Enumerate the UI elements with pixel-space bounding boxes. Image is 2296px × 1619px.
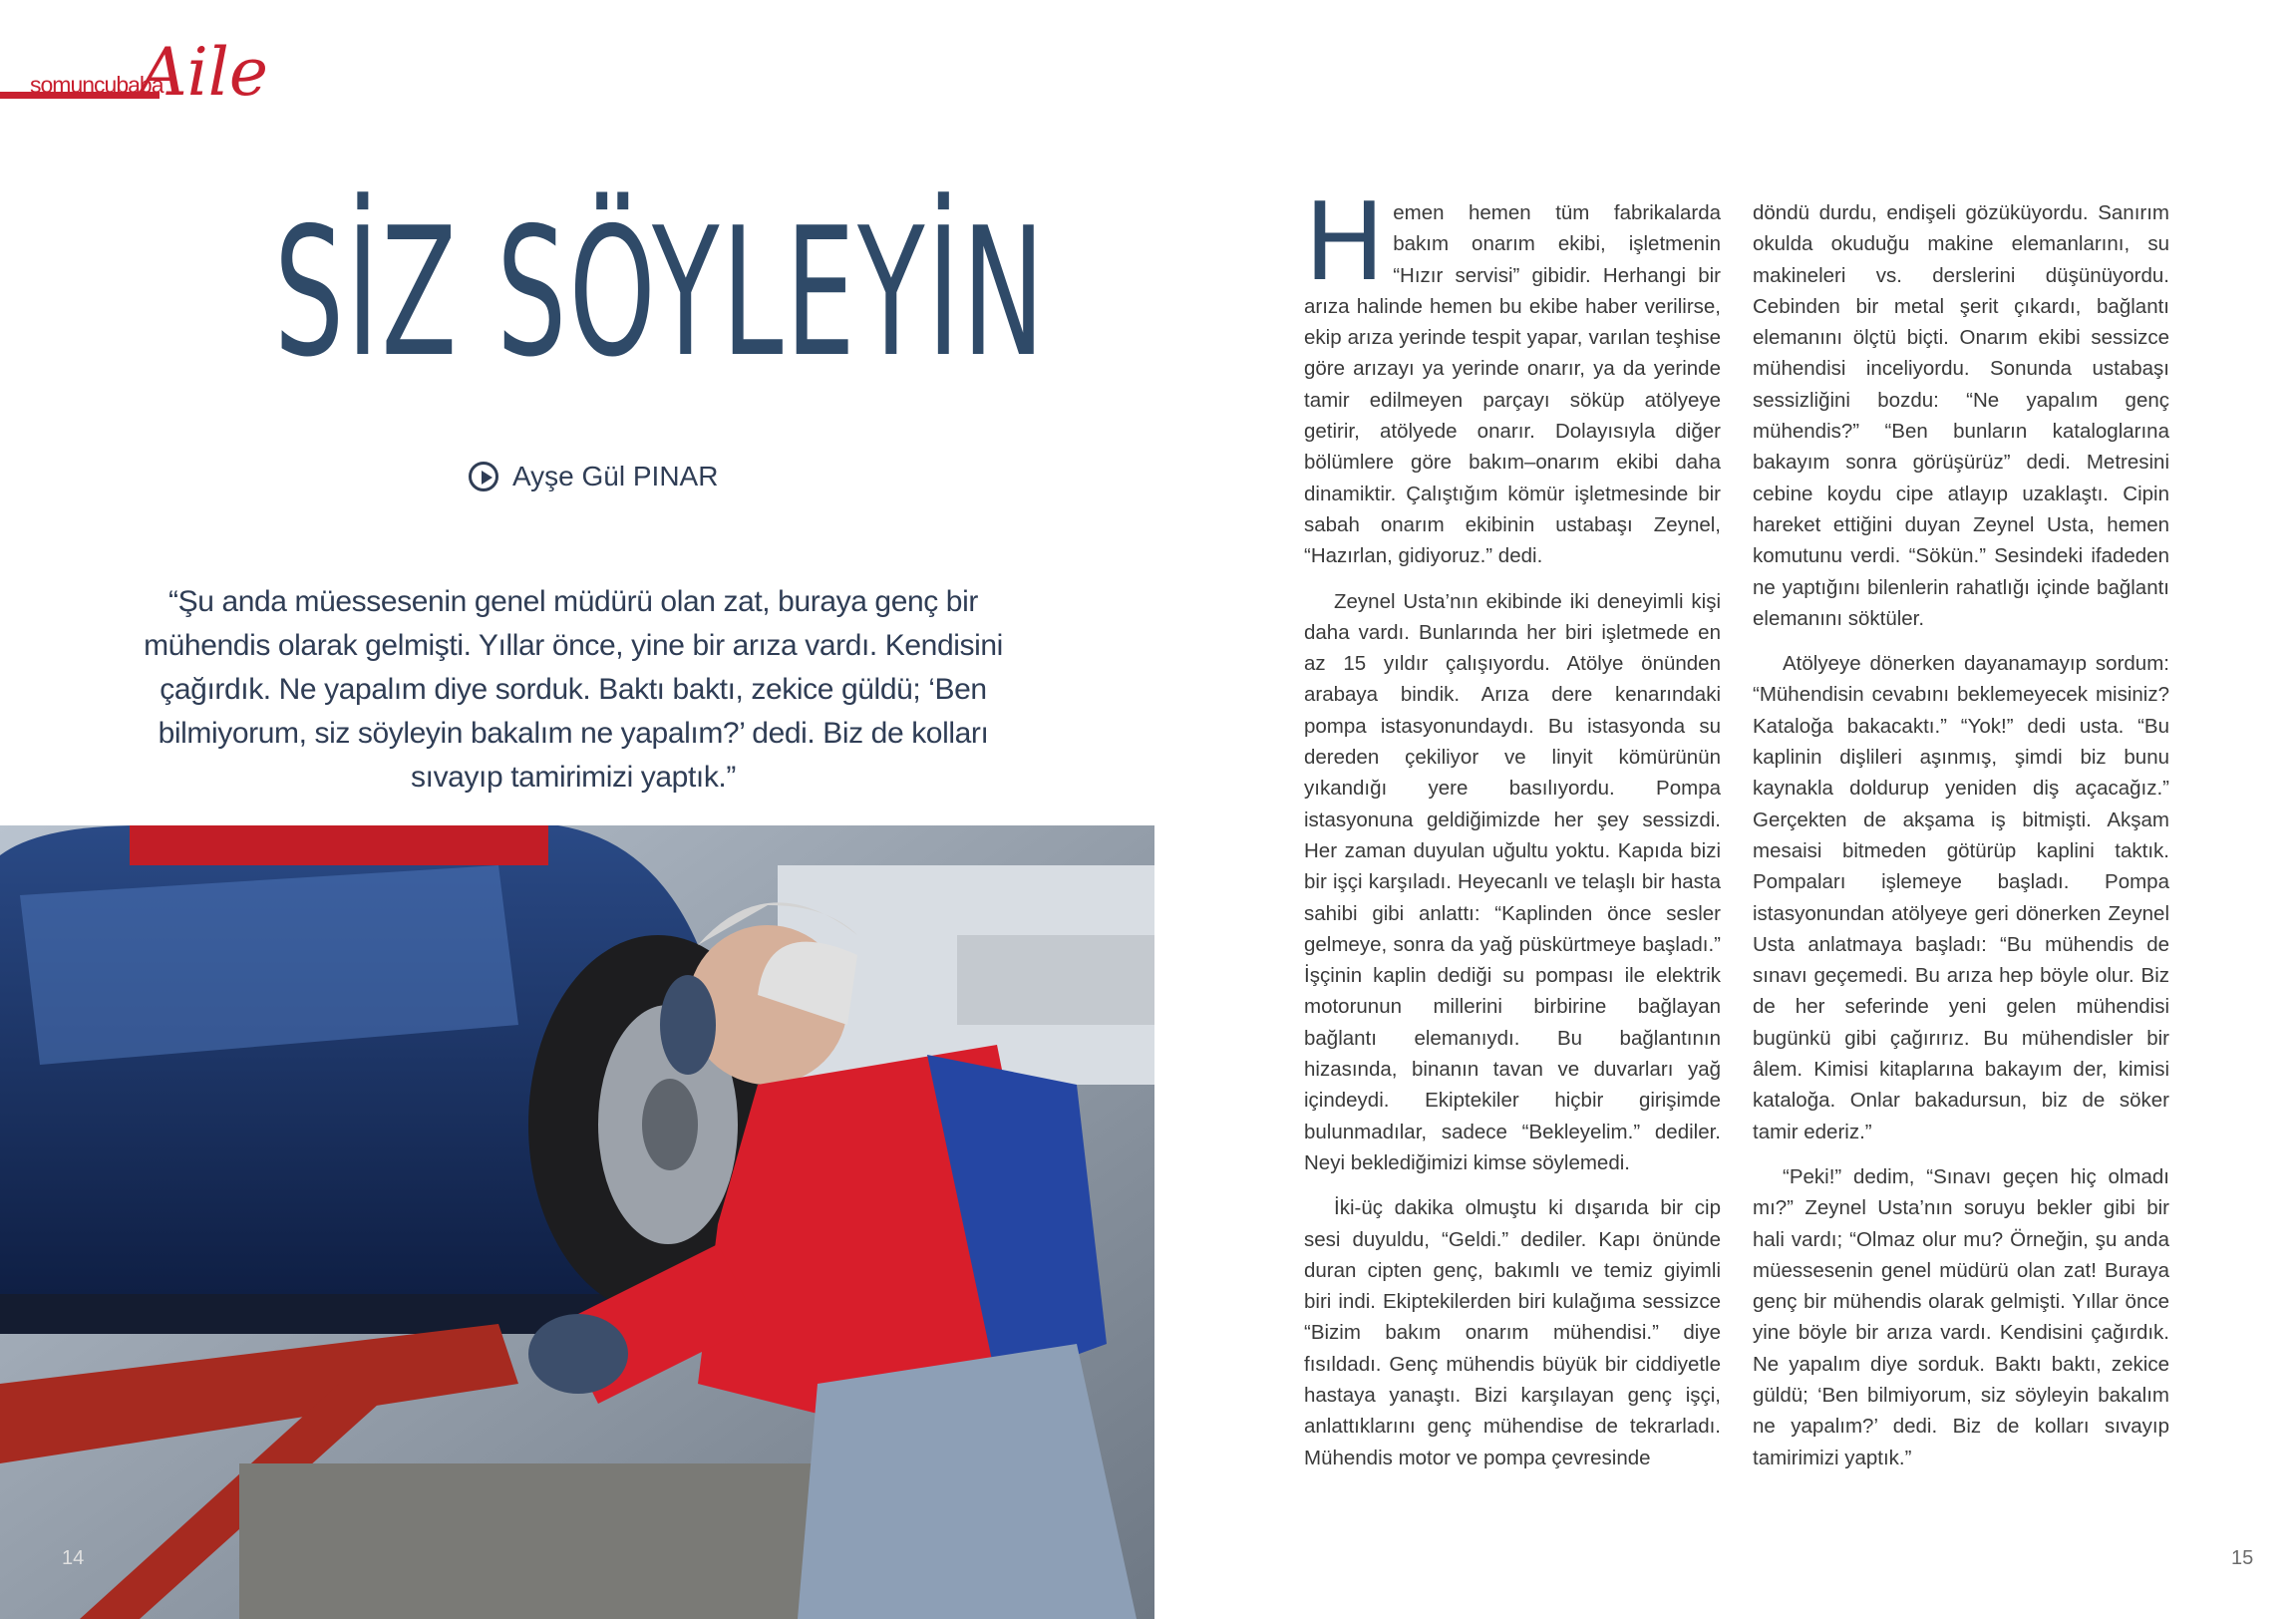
page-number-right: 15 — [2231, 1547, 2254, 1569]
logo-big-text: Aile — [140, 34, 268, 111]
article-paragraph: “Peki!” dedim, “Sınavı geçen hiç olmadı mı?” Zeynel Usta’nın soruyu bekler gibi bir hali vardı; “Olmaz olur mu? Örneğin, şu anda müessesenin genel müdürü olan zat! Buraya genç bir mühendis olarak gelmişti. Yıllar önce yine böyle bir arıza vardı. Kendisini çağırdık. Ne yapalım diye sorduk. Baktı baktı, zekice güldü; ‘Ben bilmiyorum, siz söyleyin bakalım ne yapalım?’ dedi. Biz de kolları sıvayıp tamirimizi yaptık.” — [1753, 1164, 2169, 1469]
logo-small-text: somuncubaba — [30, 72, 164, 98]
article-title: SİZ SÖYLEYİN — [274, 189, 1048, 396]
drop-cap: H — [1304, 180, 1386, 305]
author-name: Ayşe Gül PINAR — [512, 461, 719, 491]
play-circle-icon — [469, 462, 498, 491]
article-paragraph — [1304, 180, 1721, 572]
magazine-logo — [0, 30, 268, 111]
article-column-2 — [1753, 197, 2169, 1487]
article-paragraph: İki-üç dakika olmuştu ki dışarıda bir cip sesi duyuldu, “Geldi.” dediler. Kapı önünde duran cipten genç, bakımlı ve temiz giyimli biri indi. Ekiptekilerden biri kulağıma sessizce “Bizim bakım onarım mühendisi.” diye fısıldadı. Genç mühendis büyük bir ciddiyetle hastaya yanaştı. Bizi karşılayan genç işçi, anlattıklarını genç mühendise de tekrarladı. Mühendis motor ve pompa çevresinde — [1304, 1196, 1721, 1469]
article-paragraph: döndü durdu, endişeli gözüküyordu. Sanırım okulda okuduğu makine elemanlarını, su makineleri vs. derslerini düşünüyordu. Cebinden bir metal şerit çıkardı, bağlantı elemanını ölçtü biçti. Onarım ekibi sessizce mühendisi inceliyordu. Sonunda ustabaşı sessizliğini bozdu: “Ne yapalım genç mühendis?” “Ben bunların kataloglarına bakayım sonra görüşürüz” dedi. Metresini cebine koydu cipe atlayıp uzaklaştı. Cipin hareket ettiğini duyan Zeynel Usta, hemen komutunu verdi. “Sökün.” Sesindeki ifadeden ne yaptığını bilenlerin rahatlığı içinde bağlantı elemanını söktüler. — [1753, 201, 2169, 630]
mechanic-photo — [0, 825, 1154, 1619]
paragraph-text: emen hemen tüm fabrikalarda bakım onarım ekibi, işletmenin “Hızır servisi” gibidir. Herhangi bir arıza halinde hemen bu ekibe haber verilirse, ekip arıza yerinde tespit yapar, varılan teşhise göre arızayı ya yerinde onarır, ya da yerinde tamir edilmeyen parçayı söküp atölyeye getirir, atölyede onarır. Dolayısıyla diğer bölümlere göre bakım–onarım ekibi daha dinamiktir. Çalıştığım kömür işletmesinde bir sabah onarım ekibinin ustabaşı Zeynel, “Hazırlan, gidiyoruz.” dedi. — [1304, 201, 1721, 568]
article-paragraph: Zeynel Usta’nın ekibinde iki deneyimli kişi daha vardı. Bunlarında her biri işletmede en az 15 yıldır çalışıyordu. Atölye önünden arabaya bindik. Arıza dere kenarındaki pompa istasyonundaydı. Bu istasyonda su dereden çekiliyor ve linyit kömürünün yıkandığı yere basılıyordu. Pompa istasyonuna geldiğimizde her şey sessizdi. Her zaman duyulan uğultu yoktu. Kapıda bizi bir işçi karşıladı. Heyecanlı ve telaşlı bir hasta sahibi gibi anlattı: “Kaplinden önce sesler gelmeye, sonra da yağ püskürtmeye başladı.” İşçinin kaplin dediği su pompası ile elektrik motorunun millerini birbirine bağlayan bağlantı elemanıydı. Bu bağlantının hizasında, binanın tavan ve duvarları yağ içindeydi. Ekiptekiler hiçbir girişimde bulunmadılar, sadece “Bekleyelim.” dediler. Neyi beklediğimizi kimse söylemedi. — [1304, 589, 1721, 1174]
author-line — [469, 461, 718, 492]
pull-quote: “Şu anda müessesenin genel müdürü olan zat, buraya genç bir mühendis olarak gelmişti. Yıllar önce, yine bir arıza vardı. Kendisini çağırdık. Ne yapalım diye sorduk. Baktı baktı, zekice güldü; ‘Ben bilmiyorum, siz söyleyin bakalım ne yapalım?’ dedi. Biz de kolları sıvayıp tamirimizi yaptık.” — [144, 585, 1003, 794]
article-column-1 — [1304, 180, 1721, 1487]
mechanic-illustration — [0, 825, 1154, 1619]
page-number-left: 14 — [62, 1547, 85, 1569]
article-paragraph: Atölyeye dönerken dayanamayıp sordum: “Mühendisin cevabını beklemeyecek misiniz? Kataloğa bakacaktı.” “Yok!” dedi usta. “Bu kaplinin dişlileri aşınmış, şimdi biz bunu kaynakla doldurup yeniden diş açacağız.” Gerçekten de akşama iş bitmişti. Akşam mesaisi bitmeden götürüp kaplini taktık. Pompaları işlemeye başladı. Pompa istasyonundan atölyeye geri dönerken Zeynel Usta anlatmaya başladı: “Bu mühendis de sınavı geçemedi. Bu arıza hep böyle olur. Biz de her seferinde yeni gelen mühendisi bugünkü gibi çağırırız. Bu mühendisler bir âlem. Kimisi kitaplarına bakayım der, kimisi kataloğa. Onlar bakadursun, biz de söker tamir ederiz.” — [1753, 652, 2169, 1143]
